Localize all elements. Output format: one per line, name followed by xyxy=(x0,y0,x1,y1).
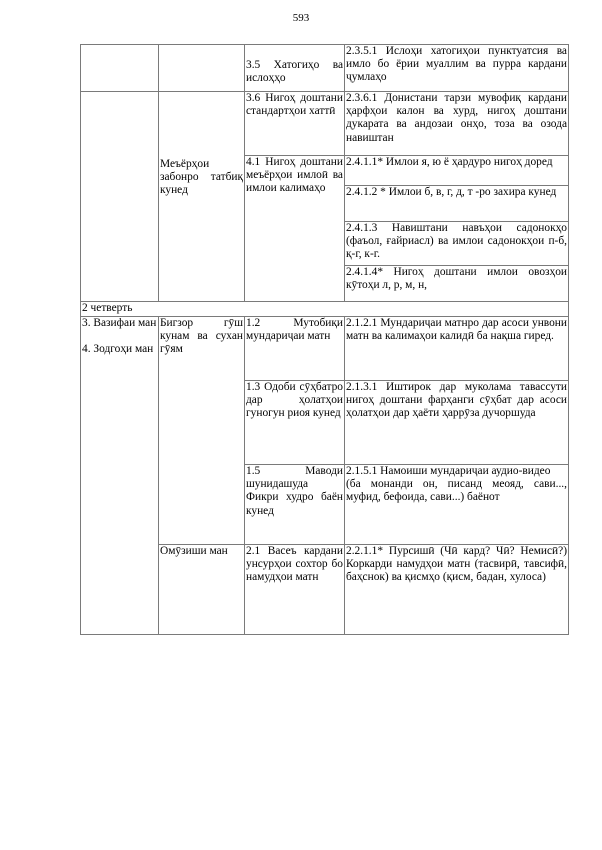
topic-cell: 4.1 Нигоҳ доштани меъёрҳои имлоӣ ва имлои калимаҳо xyxy=(245,156,345,302)
table-cell xyxy=(159,45,245,92)
outcome-cell: 2.3.6.1 Донистани тарзи мувофиқ кардани ҳарфҳои калон ва хурд, нигоҳ доштани дукарата ва андозаи онҳо, тоза ва озода навиштан xyxy=(345,92,569,156)
topic-cell: 3.6 Нигоҳ доштани стандартҳои хаттӣ xyxy=(245,92,345,156)
curriculum-table xyxy=(80,44,569,635)
table-row xyxy=(81,317,569,381)
outcome-cell: 2.2.1.1* Пурсишӣ (Чӣ кард? Чӣ? Немисӣ?) Коркарди намудҳои матн (тасвирӣ, тавсифӣ, баҳснок) ва қисмҳо (қисм, бадан, хулоса) xyxy=(345,545,569,635)
outcome-cell: 2.4.1.4* Нигоҳ доштани имлои овозҳои кӯтоҳи л, р, м, н, xyxy=(345,266,569,302)
topic-cell: 3.5 Хатогиҳо ва ислоҳҳо xyxy=(245,45,345,92)
outcome-cell: 2.4.1.2 * Имлои б, в, г, д, т -ро захира кунед xyxy=(345,186,569,222)
quarter-label: 2 четверть xyxy=(81,302,569,317)
table-cell xyxy=(81,92,159,302)
table-row xyxy=(81,92,569,156)
table-row xyxy=(81,302,569,317)
standard-cell: Бигзор гӯш кунам ва сухан гӯям xyxy=(159,317,245,545)
topic-cell: 2.1 Васеъ кардани унсурҳои сохтор бо намудҳои матн xyxy=(245,545,345,635)
outcome-cell: 2.1.2.1 Мундариҷаи матнро дар асоси унвони матн ва калимаҳои калидӣ ба нақша гиред. xyxy=(345,317,569,381)
outcome-cell: 2.3.5.1 Ислоҳи хатогиҳои пунктуатсия ва имло бо ёрии муаллим ва пурра кардани ҷумлаҳо xyxy=(345,45,569,92)
table-cell xyxy=(81,45,159,92)
page-number: 593 xyxy=(292,12,310,24)
outcome-cell: 2.4.1.1* Имлои я, ю ё ҳардуро нигоҳ доред xyxy=(345,156,569,186)
topic-cell: 1.2 Мутобиқи мундариҷаи матн xyxy=(245,317,345,381)
standard-cell: Меъёрҳои забонро татбиқ кунед xyxy=(159,92,245,302)
standard-cell: Омӯзиши ман xyxy=(159,545,245,635)
outcome-cell: 2.1.3.1 Иштирок дар муколама тавассути нигоҳ доштани фарҳанги сӯҳбат дар асоси ҳолатҳои дар ҳаёти ҳаррӯза дучоршуда xyxy=(345,381,569,465)
topic-cell: 1.3 Одоби сӯҳбатро дар ҳолатҳои гуногун риоя кунед xyxy=(245,381,345,465)
outcome-cell: 2.4.1.3 Навиштани навъҳои садонокҳо (фаъол, ғайриасл) ва имлои садонокҳои п-б, қ-г, к-г. xyxy=(345,222,569,266)
roles-cell: 3. Вазифаи ман 4. Зодгоҳи ман xyxy=(81,317,159,635)
topic-cell: 1.5 Маводи шунидашуда Фикри худро баён кунед xyxy=(245,465,345,545)
outcome-cell: 2.1.5.1 Намоиши мундариҷаи аудио-видео (ба монанди он, писанд меояд, сави..., муфид, бефоида, сави...) баёнот xyxy=(345,465,569,545)
table-row xyxy=(81,45,569,92)
